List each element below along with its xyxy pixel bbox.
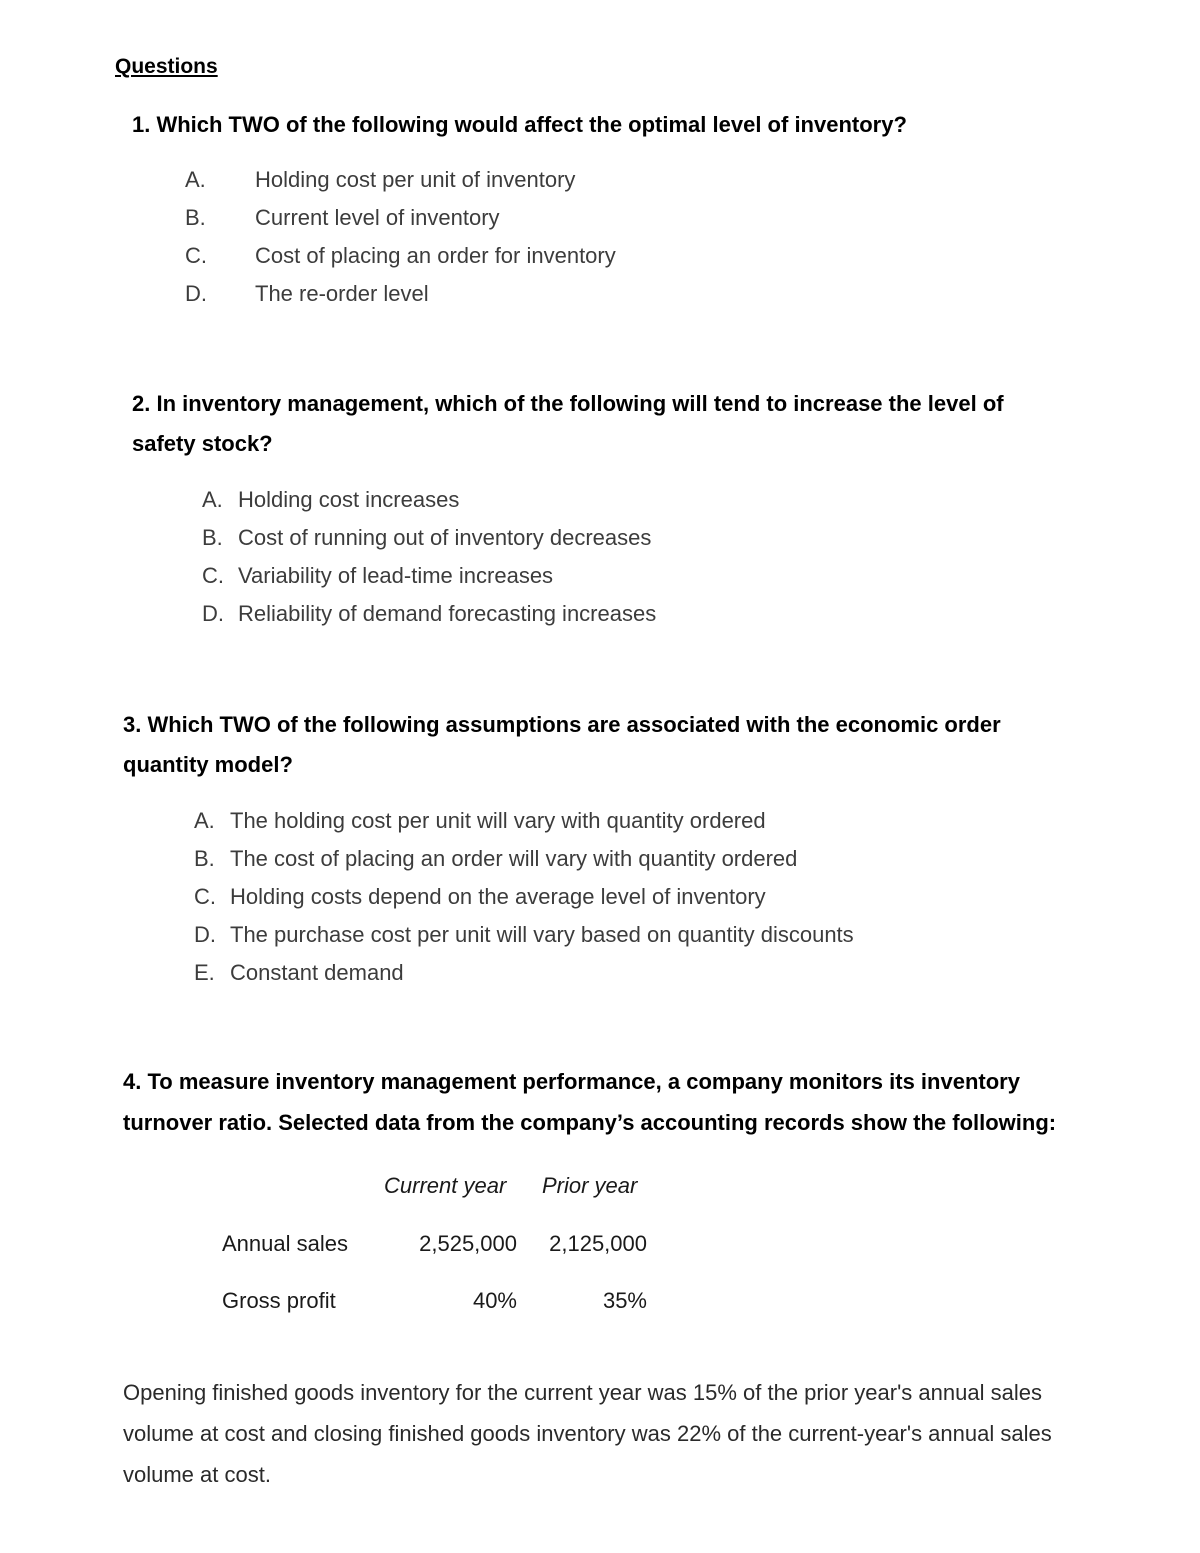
option-letter: A.: [202, 487, 223, 512]
question-2-option-a: [202, 481, 459, 519]
question-1-option-d: [185, 275, 429, 313]
option-text: The holding cost per unit will vary with quantity ordered: [230, 808, 766, 833]
option-letter: C.: [194, 884, 216, 909]
question-2-text-line-1: 2. In inventory management, which of the following will tend to increase the level of: [132, 391, 1004, 416]
option-letter: A.: [185, 167, 206, 192]
question-2-option-b: [202, 519, 651, 557]
question-3-option-b: [194, 840, 797, 878]
question-3-text-line-2: quantity model?: [123, 752, 293, 777]
question-1-text: 1. Which TWO of the following would affect the optimal level of inventory?: [132, 112, 907, 137]
table-header-prior-year: Prior year: [542, 1173, 638, 1198]
table-cell-gross-profit-prior: 35%: [602, 1288, 647, 1313]
question-4-text-line-2: turnover ratio. Selected data from the company’s accounting records show the following:: [123, 1110, 1057, 1135]
question-3-option-d: [194, 916, 854, 954]
table-cell-annual-sales-current: 2,525,000: [419, 1231, 517, 1256]
question-3-option-a: [194, 802, 766, 840]
question-2-option-c: [202, 557, 553, 595]
option-letter: B.: [194, 846, 215, 871]
option-text: The cost of placing an order will vary with quantity ordered: [230, 846, 798, 871]
option-letter: D.: [185, 281, 207, 306]
question-1-option-b: [185, 199, 500, 237]
option-text: The re-order level: [255, 281, 429, 306]
option-letter: A.: [194, 808, 215, 833]
option-text: Holding cost per unit of inventory: [255, 167, 576, 192]
option-letter: D.: [202, 601, 224, 626]
option-letter: E.: [194, 960, 215, 985]
question-4-paragraph: [123, 1372, 1163, 1495]
question-3-option-c: [194, 878, 766, 916]
table-header-current-year: Current year: [384, 1173, 507, 1198]
question-1-option-a: [185, 161, 575, 199]
page-heading: Questions: [115, 55, 218, 78]
option-text: Constant demand: [230, 960, 404, 985]
option-letter: B.: [185, 205, 206, 230]
question-2-text-line-2: safety stock?: [132, 431, 273, 456]
option-text: Cost of running out of inventory decreases: [238, 525, 652, 550]
option-letter: D.: [194, 922, 216, 947]
option-text: Variability of lead-time increases: [238, 563, 554, 588]
table-cell-annual-sales-prior: 2,125,000: [549, 1231, 647, 1256]
option-text: Cost of placing an order for inventory: [255, 243, 616, 268]
option-text: The purchase cost per unit will vary based on quantity discounts: [230, 922, 854, 947]
option-letter: C.: [202, 563, 224, 588]
question-4-text-line-1: 4. To measure inventory management performance, a company monitors its inventory: [123, 1069, 1020, 1094]
option-letter: C.: [185, 243, 207, 268]
option-text: Holding costs depend on the average level of inventory: [230, 884, 766, 909]
paragraph-line-3: volume at cost.: [123, 1462, 271, 1487]
question-3-text-line-1: 3. Which TWO of the following assumptions are associated with the economic order: [123, 712, 1001, 737]
option-text: Current level of inventory: [255, 205, 500, 230]
question-3-option-e: [194, 954, 404, 992]
table-row-label-annual-sales: Annual sales: [222, 1231, 348, 1256]
option-letter: B.: [202, 525, 223, 550]
paragraph-line-2: volume at cost and closing finished goods inventory was 22% of the current-year's annual sales: [123, 1421, 1052, 1446]
table-row-label-gross-profit: Gross profit: [222, 1288, 336, 1313]
paragraph-line-1: Opening finished goods inventory for the current year was 15% of the prior year's annual sales: [123, 1380, 1042, 1405]
question-2-option-d: [202, 595, 656, 633]
question-1-option-c: [185, 237, 616, 275]
option-text: Holding cost increases: [238, 487, 460, 512]
table-cell-gross-profit-current: 40%: [472, 1288, 517, 1313]
option-text: Reliability of demand forecasting increases: [238, 601, 657, 626]
